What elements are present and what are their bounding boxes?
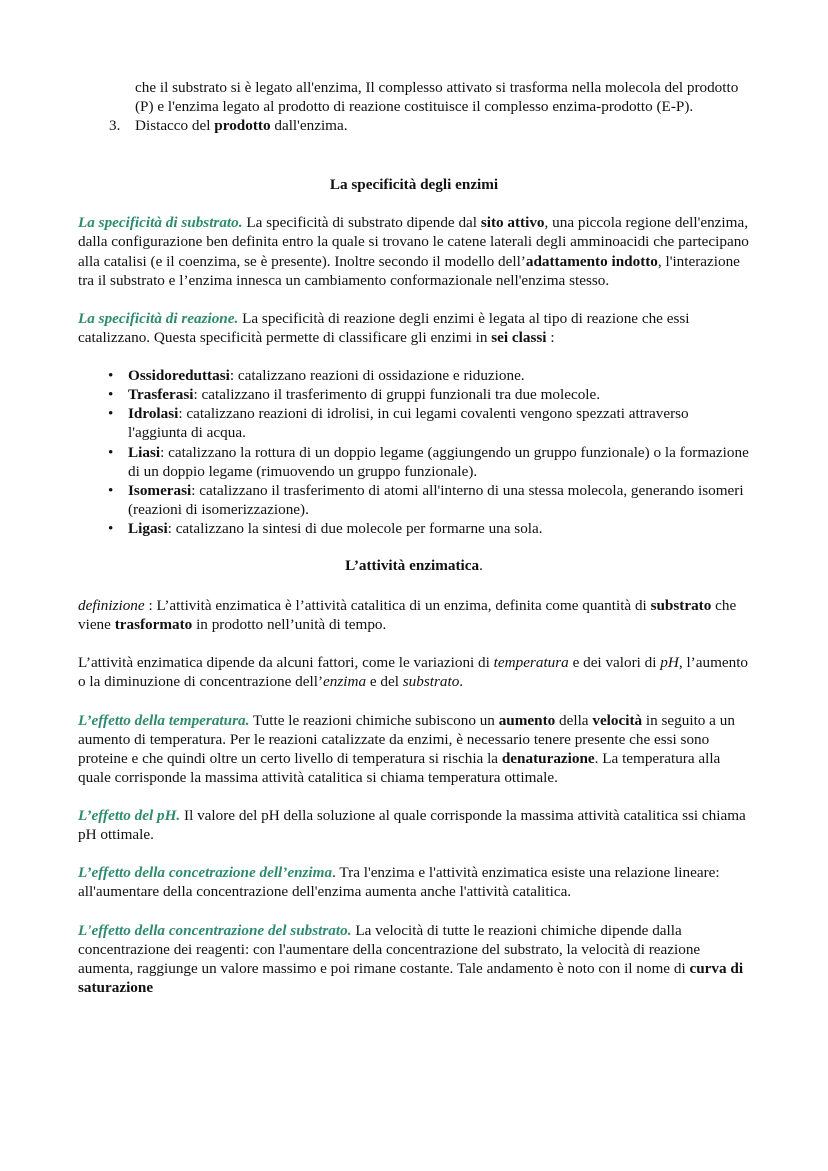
bold-term: curva di saturazione bbox=[78, 959, 744, 996]
paragraph bbox=[78, 806, 750, 844]
text-run: in seguito a un aumento di temperatura. Per le reazioni catalizzate da enzimi, è necessario tenere presente che essi sono proteine e che quindi oltre un certo livello di temperatura si rischia la bbox=[78, 711, 735, 767]
bold-term: Trasferasi bbox=[128, 386, 194, 404]
text-run: , una piccola regione dell'enzima, dalla configurazione ben definita entro la quale si trovano le catene laterali degli amminoacidi che partecipano alla catalisi (e il coenzima, se è presente). Inoltre secondo il modello dell’ bbox=[78, 214, 749, 270]
text-run: Distacco del bbox=[135, 117, 215, 135]
bullet-icon: • bbox=[108, 405, 114, 423]
text-run: Il valore del pH della soluzione al quale corrisponde la massima attività catalitica ssi chiama pH ottimale. bbox=[78, 807, 746, 844]
text-run: : catalizzano reazioni di idrolisi, in cui legami covalenti vengono spezzati attraverso l'aggiunta di acqua. bbox=[128, 405, 689, 442]
text-run: La velocità di tutte le reazioni chimiche dipende dalla concentrazione dei reagenti: con l'aumentare della concentrazione del substrato, la velocità di reazione aumenta, raggiunge un valore massimo e poi rimane costante. Tale andamento è noto con il nome di bbox=[78, 921, 701, 977]
text-run: e del bbox=[366, 673, 403, 691]
list-item bbox=[78, 78, 750, 116]
section-lead: L’effetto della concetrazione dell’enzima bbox=[78, 864, 333, 882]
text-run: . bbox=[479, 556, 483, 574]
text-run: La specificità di substrato dipende dal bbox=[242, 214, 481, 232]
bold-term: Idrolasi bbox=[128, 405, 179, 423]
text-run: : L’attività enzimatica è l’attività catalitica di un enzima, definita come quantità di bbox=[144, 597, 651, 615]
text-run: enzima bbox=[323, 673, 367, 691]
section-lead: La specificità di substrato. bbox=[78, 214, 243, 232]
text-run: , l’aumento o la diminuzione di concentrazione dell’ bbox=[78, 654, 749, 691]
text-run: e dei valori di bbox=[568, 654, 661, 672]
bold-term: prodotto bbox=[214, 117, 271, 135]
bullet-icon: • bbox=[108, 519, 114, 537]
list-item bbox=[78, 116, 750, 135]
bold-term: adattamento indotto bbox=[525, 252, 658, 270]
text-run: L’attività enzimatica bbox=[345, 556, 480, 574]
section-lead: La specificità di reazione. bbox=[78, 309, 239, 327]
text-run: : catalizzano la sintesi di due molecole per formarne una sola. bbox=[167, 519, 543, 537]
bold-term: Ossidoreduttasi bbox=[128, 367, 230, 385]
bold-term: sei classi bbox=[491, 328, 547, 346]
section-lead: L'effetto della concentrazione del substrato. bbox=[78, 921, 352, 939]
list-item bbox=[78, 366, 750, 385]
text-run: definizione bbox=[78, 597, 145, 615]
enzyme-classes-list bbox=[78, 366, 750, 538]
paragraph bbox=[78, 863, 750, 901]
paragraph bbox=[78, 309, 750, 347]
bold-term: Ligasi bbox=[128, 519, 168, 537]
text-run: . bbox=[459, 673, 464, 691]
paragraph bbox=[78, 596, 750, 634]
paragraph bbox=[78, 653, 750, 691]
section-lead: L’effetto del pH. bbox=[78, 807, 181, 825]
list-number: 3. bbox=[109, 117, 121, 135]
text-run: : catalizzano la rottura di un doppio legame (aggiungendo un gruppo funzionale) o la formazione di un doppio legame (rimuovendo un gruppo funzionale). bbox=[128, 443, 749, 480]
bullet-icon: • bbox=[108, 367, 114, 385]
list-item bbox=[78, 519, 750, 538]
bold-term: velocità bbox=[592, 711, 643, 729]
text-run: che il substrato si è legato all'enzima, Il complesso attivato si trasforma nella molecola del prodotto (P) e l'enzima legato al prodotto di reazione costituisce il complesso enzima-prodotto (E-P). bbox=[135, 79, 739, 116]
bold-term: Liasi bbox=[128, 443, 161, 461]
numbered-list bbox=[78, 78, 750, 135]
bold-term: aumento bbox=[498, 711, 556, 729]
text-run: che viene bbox=[78, 597, 737, 634]
bold-term: denaturazione bbox=[501, 749, 595, 767]
text-run: L’attività enzimatica dipende da alcuni fattori, come le variazioni di bbox=[78, 654, 494, 672]
text-run: La specificità di reazione degli enzimi è legata al tipo di reazione che essi catalizzano. Questa specificità permette di classificare gli enzimi in bbox=[78, 309, 690, 346]
text-run: La specificità degli enzimi bbox=[329, 176, 499, 194]
text-run: dall'enzima. bbox=[270, 117, 348, 135]
paragraph bbox=[78, 921, 750, 997]
text-run: Tutte le reazioni chimiche subiscono un bbox=[249, 711, 499, 729]
paragraph bbox=[78, 213, 750, 289]
bold-term: substrato bbox=[650, 597, 712, 615]
bold-term: sito attivo bbox=[480, 214, 545, 232]
text-run: : catalizzano il trasferimento di gruppi funzionali tra due molecole. bbox=[193, 386, 601, 404]
bullet-icon: • bbox=[108, 443, 114, 461]
list-item bbox=[78, 481, 750, 519]
bullet-icon: • bbox=[108, 386, 114, 404]
document-page bbox=[78, 78, 750, 1016]
text-run: in prodotto nell’unità di tempo. bbox=[192, 616, 387, 634]
paragraph bbox=[78, 711, 750, 787]
bold-term: Isomerasi bbox=[128, 481, 192, 499]
text-run: , l'interazione tra il substrato e l’enzima innesca un cambiamento conformazionale nell'enzima stesso. bbox=[78, 252, 740, 289]
bold-term: trasformato bbox=[114, 616, 193, 634]
text-run: : catalizzano reazioni di ossidazione e riduzione. bbox=[229, 367, 525, 385]
bullet-icon: • bbox=[108, 481, 114, 499]
text-run: : bbox=[546, 328, 555, 346]
text-run: della bbox=[555, 711, 593, 729]
section-lead: L’effetto della temperatura. bbox=[78, 711, 250, 729]
text-run: temperatura bbox=[493, 654, 569, 672]
section-heading bbox=[78, 556, 750, 575]
section-heading bbox=[78, 175, 750, 194]
list-item bbox=[78, 385, 750, 404]
text-run: pH bbox=[660, 654, 679, 672]
text-run: substrato bbox=[402, 673, 460, 691]
text-run: . La temperatura alla quale corrisponde la massima attività catalitica si chiama temperatura ottimale. bbox=[78, 749, 721, 786]
text-run: . Tra l'enzima e l'attività enzimatica esiste una relazione lineare: all'aumentare della concentrazione dell'enzima aumenta anche l'attività catalitica. bbox=[78, 864, 720, 901]
list-item bbox=[78, 404, 750, 442]
list-item bbox=[78, 443, 750, 481]
text-run: : catalizzano il trasferimento di atomi all'interno di una stessa molecola, generando isomeri (reazioni di isomerizzazione). bbox=[128, 481, 744, 518]
